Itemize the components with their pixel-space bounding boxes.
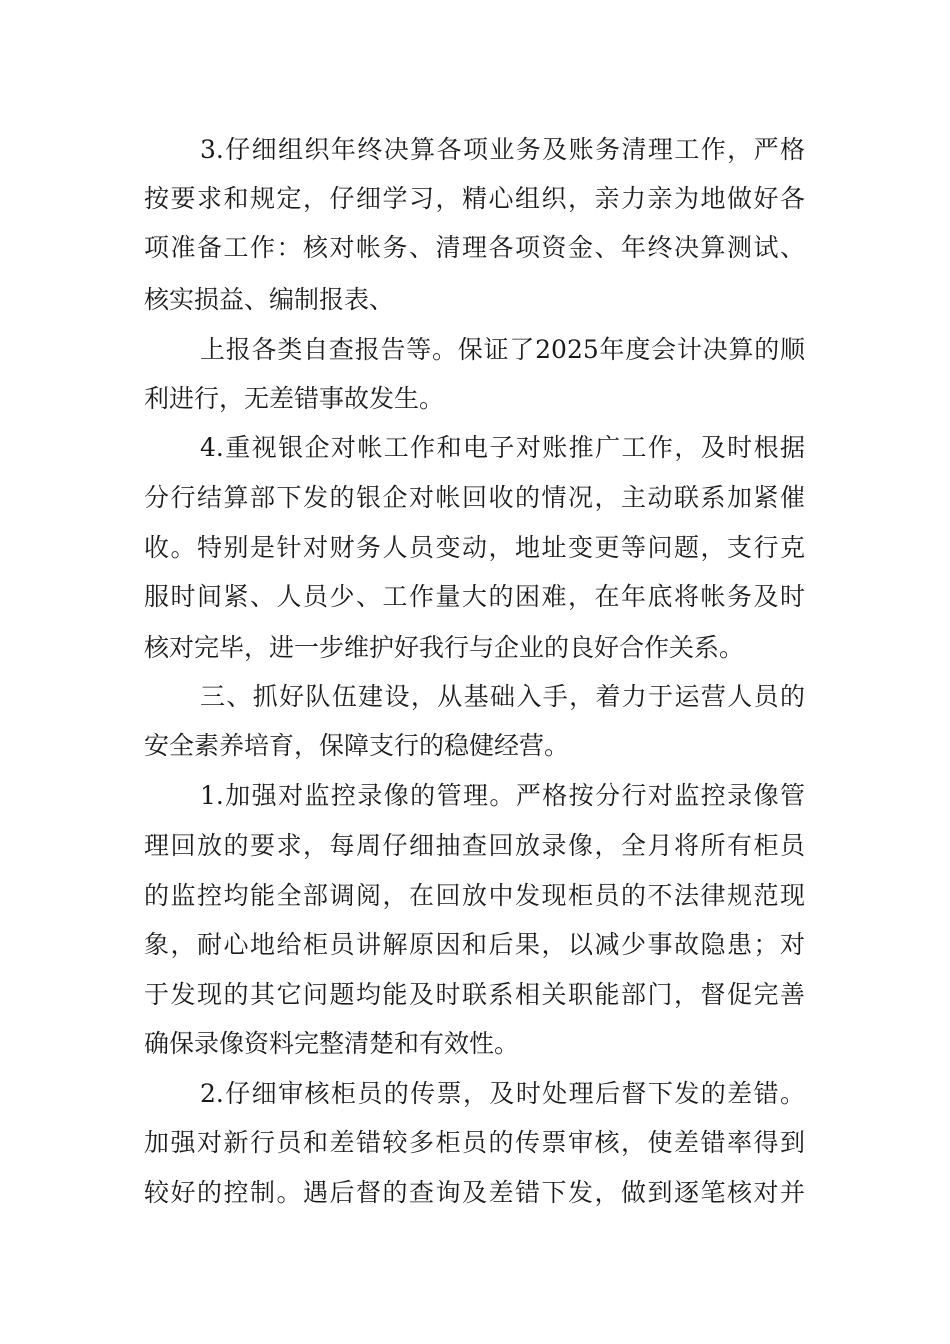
paragraph-5-line-5: 于发现的其它问题均能及时联系相关职能部门，督促完善 [144,980,805,1009]
paragraph-5-line-6: 确保录像资料完整清楚和有效性。 [144,1029,520,1058]
paragraph-2-line-1: 上报各类自查报告等。保证了2025年度会计决算的顺 [200,335,805,364]
paragraph-1-line-4: 核实损益、编制报表、 [144,285,395,314]
paragraph-5-line-4: 象，耐心地给柜员讲解原因和后果，以减少事故隐患；对 [144,930,805,959]
paragraph-5-line-2: 理回放的要求，每周仔细抽查回放录像，全月将所有柜员 [144,831,805,860]
paragraph-3-line-5: 核对完毕，进一步维护好我行与企业的良好合作关系。 [144,633,745,662]
paragraph-3-line-2: 分行结算部下发的银企对帐回收的情况，主动联系加紧催 [144,483,805,512]
paragraph-5-line-1: 1.加强对监控录像的管理。严格按分行对监控录像管 [200,781,805,810]
paragraph-4-line-2: 安全素养培育，保障支行的稳健经营。 [144,731,570,760]
paragraph-6-line-1: 2.仔细审核柜员的传票，及时处理后督下发的差错。 [200,1079,805,1108]
paragraph-2-line-2: 利进行，无差错事故发生。 [144,384,445,413]
paragraph-6-line-2: 加强对新行员和差错较多柜员的传票审核，使差错率得到 [144,1128,805,1157]
paragraph-5-line-3: 的监控均能全部调阅，在回放中发现柜员的不法律规范现 [144,881,805,910]
paragraph-1-line-1: 3.仔细组织年终决算各项业务及账务清理工作，严格 [200,135,805,164]
paragraph-1-line-2: 按要求和规定，仔细学习，精心组织，亲力亲为地做好各 [144,184,805,213]
paragraph-4-line-1: 三、抓好队伍建设，从基础入手，着力于运营人员的 [200,682,805,711]
paragraph-1-line-3: 项准备工作：核对帐务、清理各项资金、年终决算测试、 [144,233,805,262]
paragraph-6-line-3: 较好的控制。遇后督的查询及差错下发，做到逐笔核对并 [144,1178,805,1207]
paragraph-3-line-1: 4.重视银企对帐工作和电子对账推广工作，及时根据 [200,433,805,462]
paragraph-3-line-4: 服时间紧、人员少、工作量大的困难，在年底将帐务及时 [144,582,805,611]
paragraph-3-line-3: 收。特别是针对财务人员变动，地址变更等问题，支行克 [144,533,805,562]
